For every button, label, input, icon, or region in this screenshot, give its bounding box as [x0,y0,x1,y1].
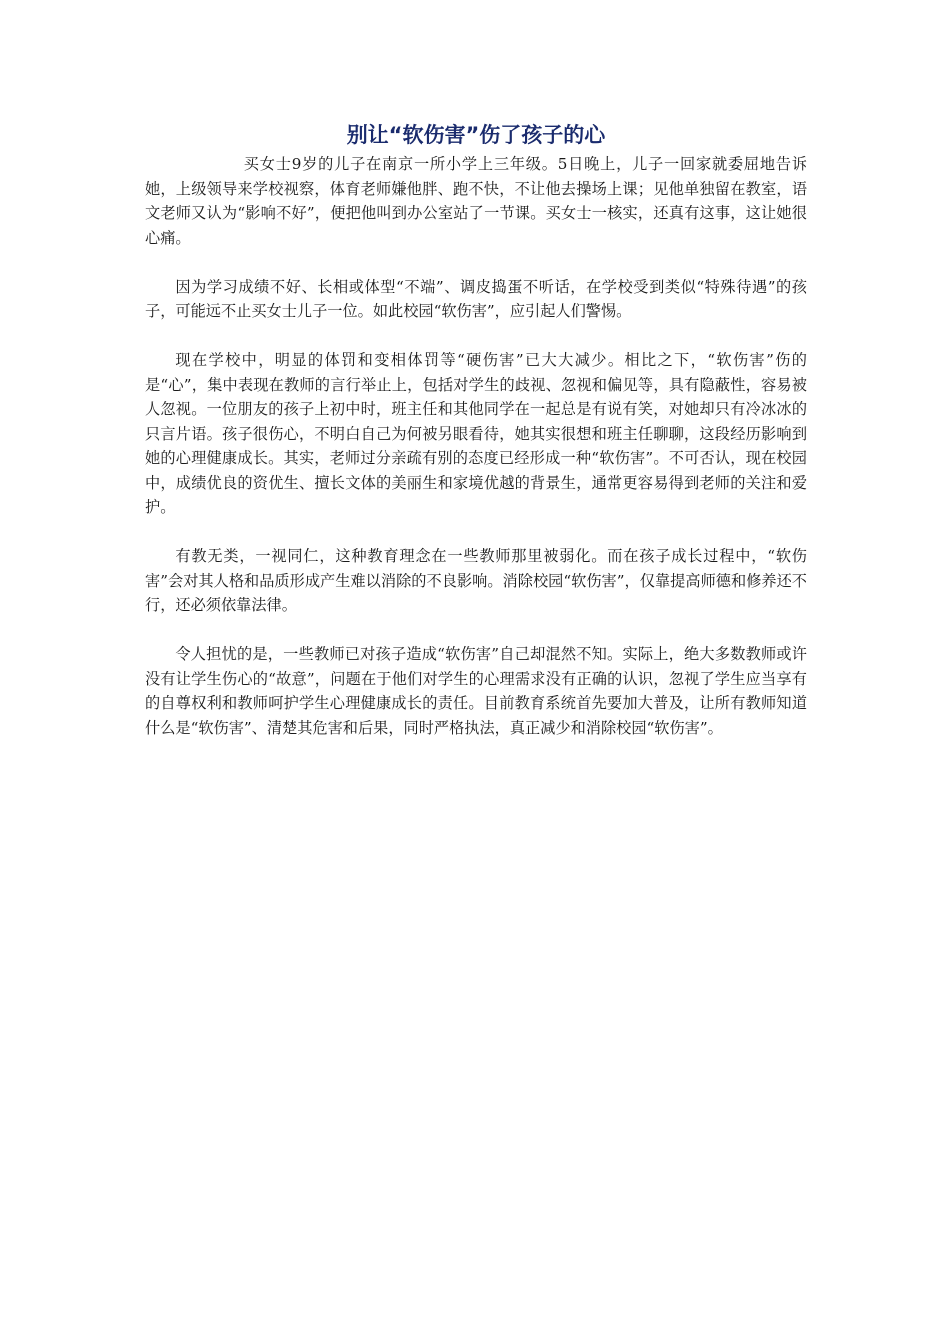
paragraph-4: 有教无类，一视同仁，这种教育理念在一些教师那里被弱化。而在孩子成长过程中，“软伤害”会对其人格和品质形成产生难以消除的不良影响。消除校园“软伤害”，仅靠提高师德和修养还不行，还必须依靠法律。 [145,547,807,614]
paragraph-3: 现在学校中，明显的体罚和变相体罚等“硬伤害”已大大减少。相比之下，“软伤害”伤的是“心”，集中表现在教师的言行举止上，包括对学生的歧视、忽视和偏见等，具有隐蔽性，容易被人忽视。一位朋友的孩子上初中时，班主任和其他同学在一起总是有说有笑，对她却只有冷冰冰的只言片语。孩子很伤心，不明白自己为何被另眼看待，她其实很想和班主任聊聊，这段经历影响到她的心理健康成长。其实，老师过分亲疏有别的态度已经形成一种“软伤害”。不可否认，现在校园中，成绩优良的资优生、擅长文体的美丽生和家境优越的背景生，通常更容易得到老师的关注和爱护。 [145,351,807,516]
document-body [145,152,807,740]
document-title: 别让“软伤害”伤了孩子的心 [346,123,606,147]
paragraph-2: 因为学习成绩不好、长相或体型“不端”、调皮捣蛋不听话，在学校受到类似“特殊待遇”的孩子，可能远不止买女士儿子一位。如此校园“软伤害”，应引起人们警惕。 [145,277,807,320]
document-page [145,118,807,740]
paragraph-5: 令人担忧的是，一些教师已对孩子造成“软伤害”自己却混然不知。实际上，绝大多数教师或许没有让学生伤心的“故意”，问题在于他们对学生的心理需求没有正确的认识，忽视了学生应当享有的自尊权利和教师呵护学生心理健康成长的责任。目前教育系统首先要加大普及，让所有教师知道什么是“软伤害”、清楚其危害和后果，同时严格执法，真正减少和消除校园“软伤害”。 [145,645,807,737]
paragraph-1: 买女士9岁的儿子在南京一所小学上三年级。5日晚上，儿子一回家就委屈地告诉她，上级领导来学校视察，体育老师嫌他胖、跑不快，不让他去操场上课；见他单独留在教室，语文老师又认为“影响不好”，便把他叫到办公室站了一节课。买女士一核实，还真有这事，这让她很心痛。 [145,155,807,247]
